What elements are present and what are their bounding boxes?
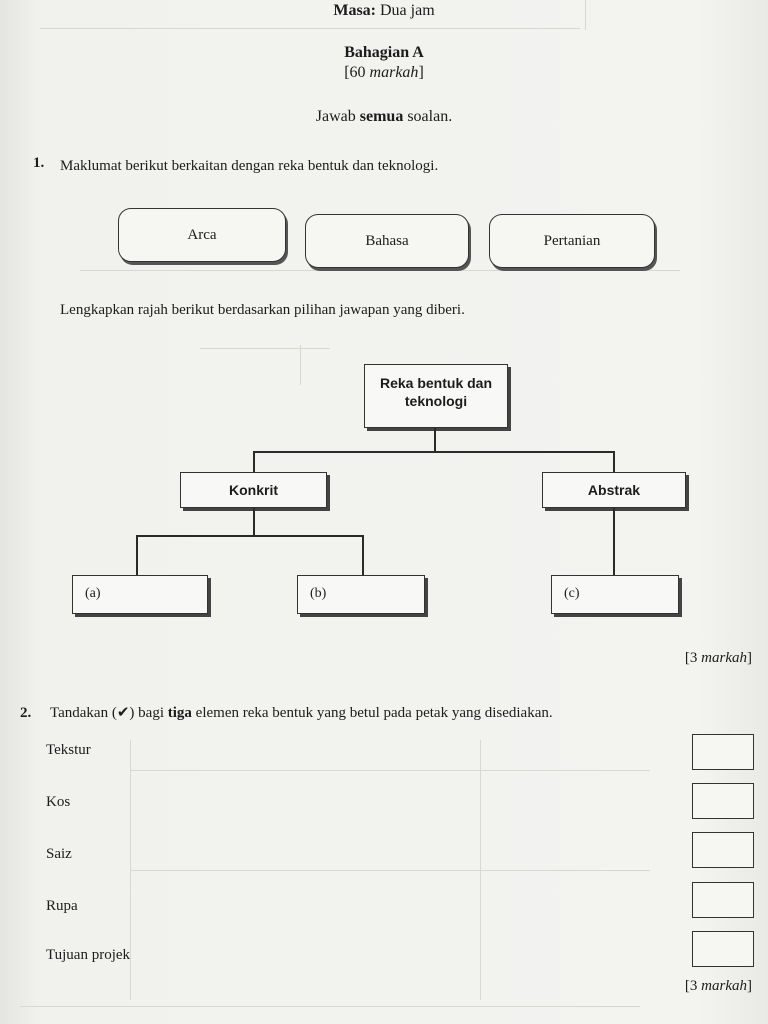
q2-text-bold: tiga	[167, 705, 192, 721]
checkbox-saiz[interactable]	[692, 832, 754, 868]
blank-label-a: (a)	[85, 586, 101, 601]
section-marks-word: markah	[369, 64, 419, 81]
check-mark-icon: ✔	[116, 705, 130, 721]
blank-label-b: (b)	[310, 586, 327, 601]
answer-box-a[interactable]	[72, 575, 208, 614]
element-label-saiz: Saiz	[46, 846, 72, 862]
option-label: Arca	[187, 226, 217, 243]
blank-label-c: (c)	[564, 586, 580, 601]
duration-label: Masa:	[333, 2, 376, 19]
checkbox-tujuan-projek[interactable]	[692, 931, 754, 967]
question-1-instruction: Lengkapkan rajah berikut berdasarkan pilihan jawapan yang diberi.	[60, 302, 465, 318]
q2-text-middle: ) bagi	[129, 705, 168, 721]
diagram-node-konkrit	[180, 472, 327, 508]
q1-marks-close: ]	[747, 650, 752, 666]
answer-box-b[interactable]	[297, 575, 425, 614]
q2-text-before: Tandakan (	[50, 705, 117, 721]
connector-root-down	[434, 428, 436, 452]
connector-to-a	[136, 535, 138, 575]
section-title: Bahagian A	[344, 44, 424, 61]
section-instruction	[0, 108, 768, 126]
q1-marks-open: [3	[684, 650, 702, 666]
q1-marks-word: markah	[701, 650, 747, 666]
option-bahasa	[305, 214, 469, 268]
abstrak-label: Abstrak	[587, 482, 641, 498]
q2-marks-word: markah	[701, 978, 747, 994]
root-label-line-1: Reka bentuk dan	[379, 375, 493, 391]
connector-to-c	[613, 508, 615, 575]
connector-to-b	[362, 535, 364, 575]
checkbox-rupa[interactable]	[692, 882, 754, 918]
q2-text-after: elemen reka bentuk yang betul pada petak yang disediakan.	[191, 705, 553, 721]
konkrit-label: Konkrit	[229, 482, 278, 498]
question-2-marks	[685, 978, 752, 995]
section-marks	[0, 64, 768, 82]
checkbox-tekstur[interactable]	[692, 734, 754, 770]
element-label-rupa: Rupa	[46, 898, 78, 914]
q2-marks-open: [3	[684, 978, 702, 994]
instruction-bold: semua	[359, 108, 404, 125]
option-label: Bahasa	[365, 232, 409, 249]
instruction-after: soalan.	[403, 108, 453, 125]
diagram-root-node	[364, 364, 508, 428]
connector-to-konkrit	[253, 451, 255, 472]
connector-root-horizontal	[253, 451, 615, 453]
option-pertanian	[489, 214, 655, 268]
element-label-tekstur: Tekstur	[46, 742, 91, 758]
connector-to-abstrak	[613, 451, 615, 472]
question-1-text: Maklumat berikut berkaitan dengan reka bentuk dan teknologi.	[60, 158, 439, 174]
question-2-number: 2.	[20, 705, 32, 721]
option-arca	[118, 208, 286, 262]
question-2-text	[50, 703, 553, 722]
connector-konkrit-horizontal	[136, 535, 364, 537]
connector-konkrit-down	[253, 508, 255, 536]
checkbox-kos[interactable]	[692, 783, 754, 819]
q2-marks-close: ]	[747, 978, 752, 994]
section-marks-open: [60	[344, 64, 370, 81]
element-label-tujuan-projek: Tujuan projek	[46, 947, 131, 963]
root-label-line-2: teknologi	[404, 393, 468, 409]
element-label-kos: Kos	[46, 794, 71, 810]
option-label: Pertanian	[543, 232, 601, 249]
diagram-node-abstrak	[542, 472, 686, 508]
question-1-number: 1.	[33, 155, 45, 171]
duration-value: Dua jam	[380, 2, 435, 19]
section-marks-close: ]	[418, 64, 424, 81]
instruction-before: Jawab	[315, 108, 360, 125]
answer-box-c[interactable]	[551, 575, 679, 614]
question-1-marks	[685, 650, 752, 667]
exam-duration	[0, 2, 768, 20]
